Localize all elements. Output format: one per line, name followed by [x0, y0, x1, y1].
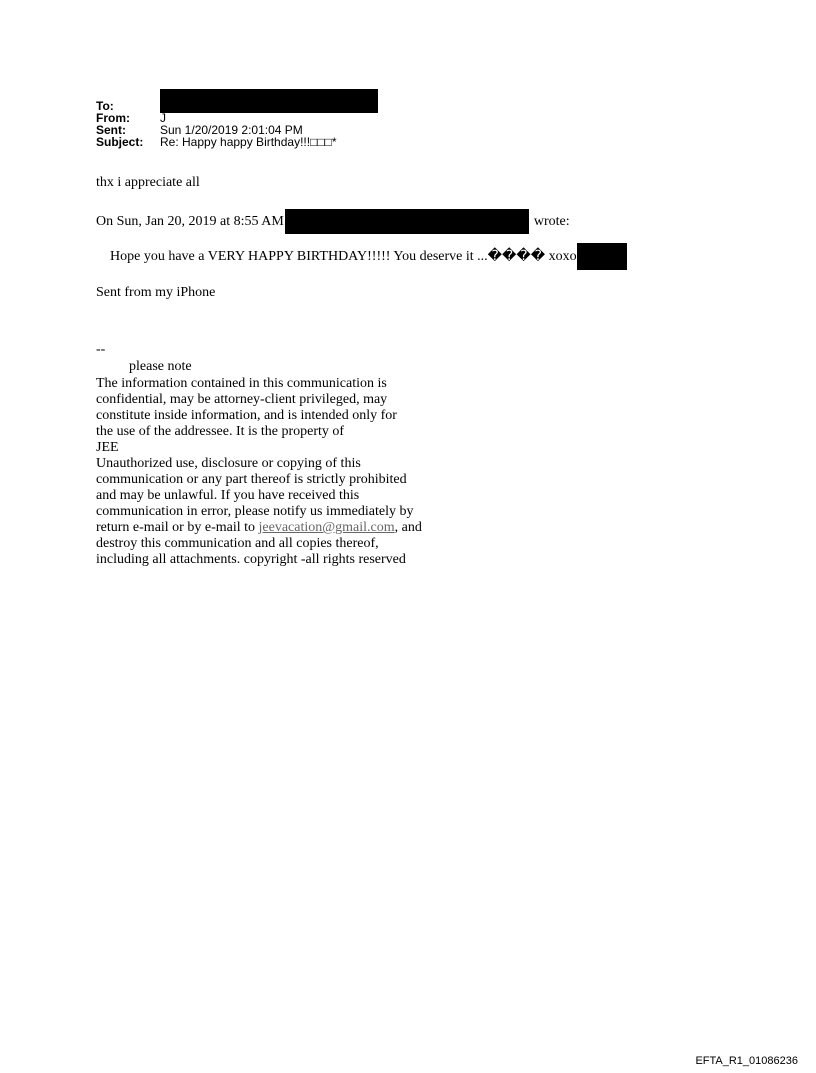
sent-value: Sun 1/20/2019 2:01:04 PM: [160, 123, 303, 137]
subject-row: [96, 136, 378, 148]
disclaimer-line: communication in error, please notify us immediately by: [96, 504, 414, 519]
reply-text: thx i appreciate all: [96, 175, 200, 190]
email-link[interactable]: jeevacation@gmail.com: [258, 520, 395, 535]
disclaimer-email-line: [96, 520, 422, 536]
quote-intro: On Sun, Jan 20, 2019 at 8:55 AM: [96, 213, 284, 229]
disclaimer-line: and may be unlawful. If you have received this: [96, 488, 360, 503]
disclaimer-line: JEE: [96, 440, 119, 455]
document-id: EFTA_R1_01086236: [695, 1055, 798, 1067]
to-redaction: [160, 89, 378, 113]
quote-wrote: wrote:: [533, 213, 570, 229]
disclaimer-line: communication or any part thereof is strictly prohibited: [96, 472, 407, 487]
signature-text: Sent from my iPhone: [96, 285, 216, 300]
disclaimer-block: [96, 376, 422, 568]
sent-label: Sent:: [96, 123, 126, 137]
from-label: From:: [96, 111, 130, 125]
separator: --: [96, 342, 106, 357]
to-row: [96, 100, 378, 112]
subject-value: Re: Happy happy Birthday!!!□□□*: [160, 135, 337, 149]
disclaimer-line: The information contained in this communication is: [96, 376, 387, 391]
please-note: please note: [129, 359, 192, 374]
sender-redaction: [285, 209, 529, 234]
disclaimer-line: including all attachments. copyright -all rights reserved: [96, 552, 406, 567]
return-suffix: , and: [394, 520, 422, 535]
disclaimer-line: Unauthorized use, disclosure or copying of this: [96, 456, 361, 471]
quoted-message-line: [110, 243, 627, 270]
quote-intro-line: [96, 209, 570, 234]
signoff-redaction: [577, 243, 627, 270]
email-header: [96, 100, 378, 148]
disclaimer-line: the use of the addressee. It is the property of: [96, 424, 345, 439]
disclaimer-line: destroy this communication and all copies thereof,: [96, 536, 379, 551]
subject-label: Subject:: [96, 135, 144, 149]
return-prefix: return e-mail or by e-mail to: [96, 520, 259, 535]
disclaimer-line: constitute inside information, and is intended only for: [96, 408, 397, 423]
quoted-message: Hope you have a VERY HAPPY BIRTHDAY!!!!! You deserve it ...���� xoxo: [110, 249, 577, 264]
from-value: J: [160, 111, 166, 125]
disclaimer-line: confidential, may be attorney-client privileged, may: [96, 392, 388, 407]
to-label: To:: [96, 99, 114, 113]
